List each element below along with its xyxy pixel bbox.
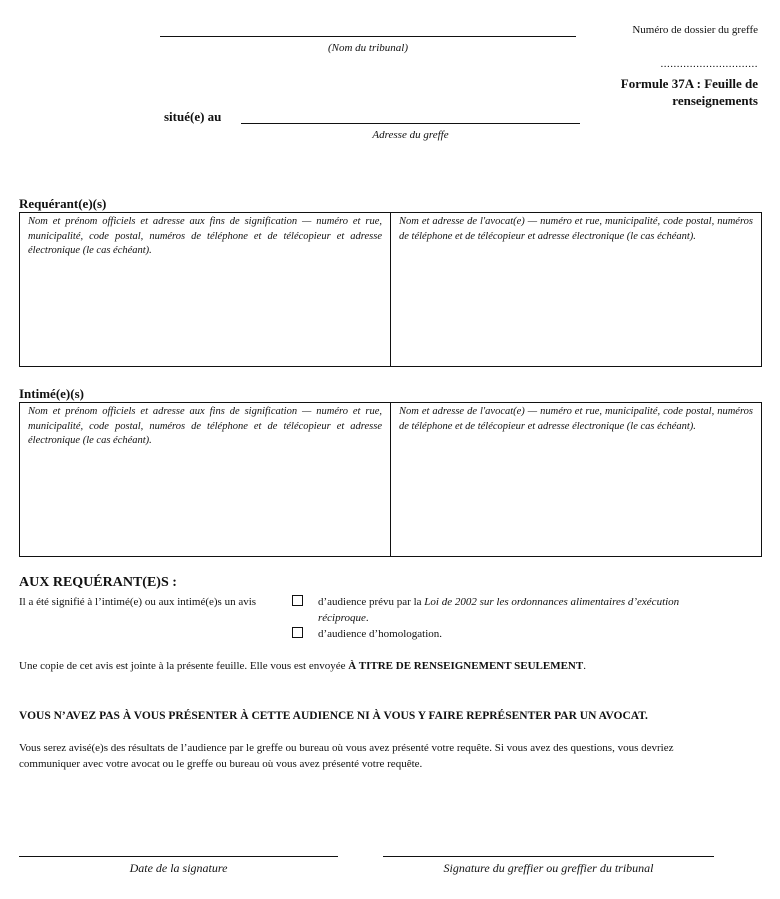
- located-label: situé(e) au: [164, 109, 222, 124]
- results-line1: Vous serez avisé(e)s des résultats de l’audience par le greffe ou bureau où vous avez présenté votre requête. Si vous avez des questions, vous devriez: [19, 742, 674, 754]
- option2-checkbox[interactable]: [292, 627, 303, 638]
- date-signature-line[interactable]: [19, 856, 338, 857]
- file-number-label: Numéro de dossier du greffe: [632, 24, 758, 36]
- clerk-signature-line[interactable]: [383, 856, 714, 857]
- option2-text: d’audience d’homologation.: [318, 628, 443, 640]
- form-title: [621, 75, 758, 109]
- no-appear-notice: VOUS N’AVEZ PAS À VOUS PRÉSENTER À CETTE AUDIENCE NI À VOUS Y FAIRE REPRÉSENTER PAR UN AVOCAT.: [19, 710, 648, 722]
- option1-law: Loi de 2002 sur les ordonnances alimentaires d’exécution: [424, 596, 680, 608]
- option1-before: d’audience prévu par la: [318, 596, 425, 608]
- option1-text: [318, 594, 748, 626]
- date-signature-caption: Date de la signature: [129, 861, 228, 875]
- applicant-lawyer-cell[interactable]: Nom et adresse de l'avocat(e) — numéro et rue, municipalité, code postal, numéros de téléphone et de télécopieur et adresse électronique (le cas échéant).: [390, 213, 761, 366]
- respondent-info-cell[interactable]: Nom et prénom officiels et adresse aux fins de signification — numéro et rue, municipalité, code postal, numéros de téléphone et de télécopieur et adresse électronique (le cas échéant).: [28, 406, 382, 446]
- copy-bold: À TITRE DE RENSEIGNEMENT SEULEMENT: [348, 660, 584, 672]
- applicants-box: [19, 212, 762, 367]
- copy-notice: [19, 658, 586, 674]
- copy-text: Une copie de cet avis est jointe à la présente feuille. Elle vous est envoyée: [19, 660, 349, 672]
- court-name-caption: (Nom du tribunal): [327, 42, 409, 54]
- copy-end: .: [583, 660, 586, 672]
- address-line: [241, 123, 580, 124]
- form-title-line2: renseignements: [672, 93, 758, 108]
- results-notice: [19, 740, 673, 772]
- respondents-box: [19, 402, 762, 557]
- clerk-signature-caption: Signature du greffier ou greffier du tribunal: [443, 861, 654, 875]
- applicants-heading: Requérant(e)(s): [19, 196, 107, 211]
- applicant-info-cell[interactable]: Nom et prénom officiels et adresse aux fins de signification — numéro et rue, municipalité, code postal, numéros de téléphone et de télécopieur et adresse électronique (le cas échéant).: [28, 216, 382, 256]
- respondent-lawyer-cell[interactable]: Nom et adresse de l'avocat(e) — numéro et rue, municipalité, code postal, numéros de téléphone et de télécopieur et adresse électronique (le cas échéant).: [390, 403, 761, 556]
- option1-end: .: [365, 612, 369, 624]
- results-line2: communiquer avec votre avocat ou le greffe ou bureau où vous avez présenté votre requête.: [19, 758, 423, 770]
- option1-checkbox[interactable]: [292, 595, 303, 606]
- notice-heading: AUX REQUÉRANT(E)S :: [19, 575, 177, 590]
- notice-intro: Il a été signifié à l’intimé(e) ou aux intimé(e)s un avis: [19, 596, 257, 608]
- respondents-heading: Intimé(e)(s): [19, 386, 84, 401]
- option1-law-line2: réciproque: [318, 612, 366, 624]
- form-title-line1: Formule 37A : Feuille de: [620, 76, 758, 91]
- court-name-line: [160, 36, 576, 37]
- address-caption: Adresse du greffe: [372, 129, 449, 141]
- file-number-dots: ..............................: [660, 58, 758, 70]
